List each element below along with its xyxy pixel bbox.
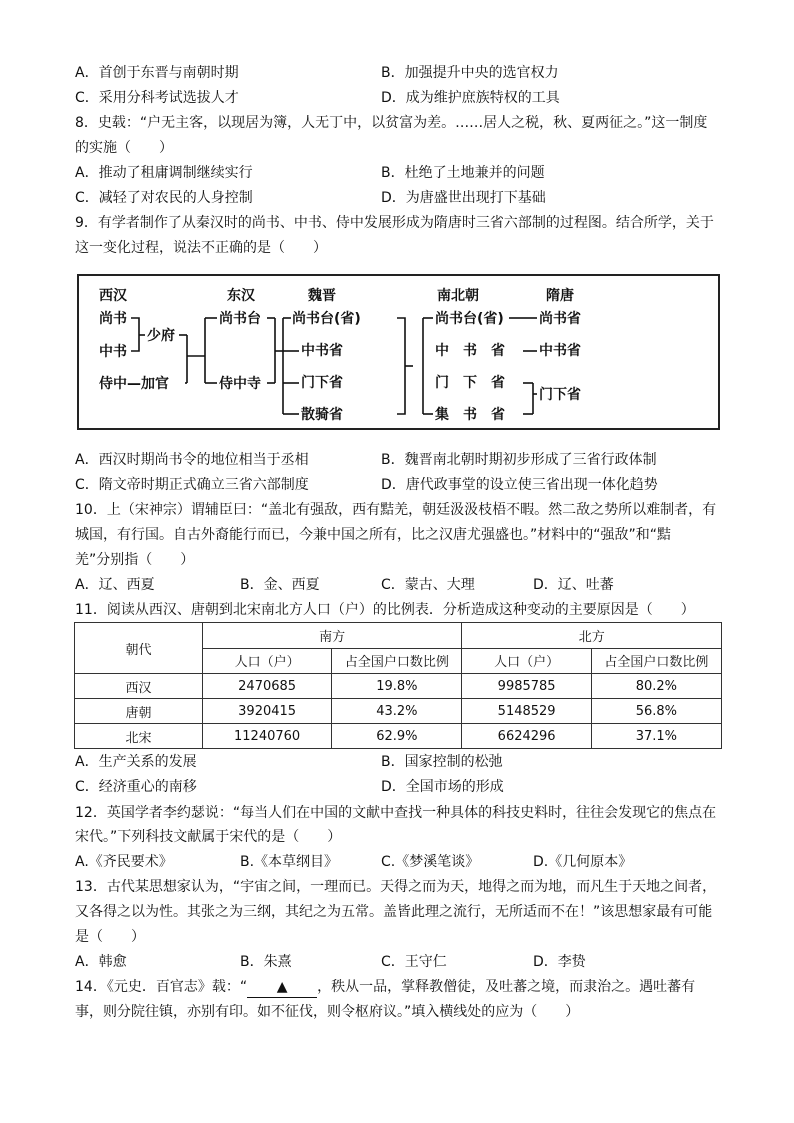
row-north-pop: 6624296 <box>462 724 591 749</box>
q9-diagram-svg <box>79 276 718 428</box>
row-south-pct: 43.2% <box>332 699 462 724</box>
q10-stem-line-2: 城国，有行国。自古外裔能行而已，今兼中国之所有，比之汉唐尤强盛也。”材料中的“强敌”和“黠 <box>75 527 672 543</box>
q12-option-a[interactable]: A.《齐民要术》 <box>75 854 173 870</box>
q8-option-b[interactable]: B．杜绝了土地兼并的问题 <box>381 165 545 181</box>
q12-option-b[interactable]: B.《本草纲目》 <box>240 854 339 870</box>
q13-options-row <box>75 952 725 972</box>
row-dynasty: 西汉 <box>75 674 203 699</box>
q10-option-a[interactable]: A．辽、西夏 <box>75 577 155 593</box>
xihan-mid-shaofu: 少府 <box>147 328 175 344</box>
q14-answer-blank[interactable]: ▲ <box>247 977 317 998</box>
q7-options-row-1 <box>75 63 725 83</box>
suitang-item-2: 中书省 <box>539 343 581 359</box>
xihan-item-2: 中书 <box>99 344 127 360</box>
q11-stem: 11．阅读从西汉、唐朝到北宋南北方人口（户）的比例表．分析造成这种变动的主要原因是（ ） <box>75 602 695 618</box>
q11-option-a[interactable]: A．生产关系的发展 <box>75 754 197 770</box>
q12-option-c[interactable]: C.《梦溪笔谈》 <box>381 854 480 870</box>
q9-stem-line-2: 这一变化过程，说法不正确的是（ ） <box>75 240 327 256</box>
q8-option-d[interactable]: D．为唐盛世出现打下基础 <box>381 190 546 206</box>
q9-option-d[interactable]: D．唐代政事堂的设立使三省出现一体化趋势 <box>381 477 658 493</box>
xihan-title: 西汉 <box>99 288 127 304</box>
row-north-pct: 80.2% <box>591 674 721 699</box>
header-south: 南方 <box>202 623 462 649</box>
row-north-pop: 9985785 <box>462 674 591 699</box>
q14-stem-line-2: 事，则分院往镇，亦别有印。如不征伐，则令枢府议。”填入横线处的应为（ ） <box>75 1004 580 1020</box>
suitang-item-1: 尚书省 <box>539 311 581 327</box>
weijin-item-1: 尚书台(省) <box>292 311 361 327</box>
row-south-pop: 3920415 <box>202 699 331 724</box>
q7-option-b[interactable]: B．加强提升中央的选官权力 <box>381 65 559 81</box>
table-row <box>75 724 722 749</box>
q14-stem-pre: 14．《元史．百官志》载：“ <box>75 979 248 995</box>
q12-stem-line-1: 12．英国学者李约瑟说：“每当人们在中国的文献中查找一种具体的科技史料时，往往会发现它的焦点在 <box>75 805 717 821</box>
q11-population-table <box>74 622 722 749</box>
q14-stem-line-1 <box>75 977 695 998</box>
q9-options-row-1 <box>75 450 725 470</box>
q11-option-b[interactable]: B．国家控制的松弛 <box>381 754 503 770</box>
table-row <box>75 699 722 724</box>
q13-option-a[interactable]: A．韩愈 <box>75 954 127 970</box>
nanbeichao-item-4: 集 书 省 <box>435 407 505 423</box>
nanbeichao-item-3: 门 下 省 <box>435 375 505 391</box>
nanbeichao-title: 南北朝 <box>437 288 479 304</box>
q11-option-d[interactable]: D．全国市场的形成 <box>381 779 504 795</box>
q11-option-c[interactable]: C．经济重心的南移 <box>75 779 197 795</box>
weijin-item-2: 中书省 <box>301 343 343 359</box>
q8-option-a[interactable]: A．推动了租庸调制继续实行 <box>75 165 253 181</box>
table-header-row-1 <box>75 623 722 649</box>
header-north: 北方 <box>462 623 722 649</box>
donghan-title: 东汉 <box>227 288 255 304</box>
header-south-pop: 人口（户） <box>202 648 331 674</box>
suitang-item-3: 门下省 <box>539 387 581 403</box>
donghan-item-1: 尚书台 <box>219 311 261 327</box>
q8-options-row-2 <box>75 188 725 208</box>
q12-option-d[interactable]: D.《几何原本》 <box>533 854 633 870</box>
q13-option-b[interactable]: B．朱熹 <box>240 954 292 970</box>
q8-option-c[interactable]: C．减轻了对农民的人身控制 <box>75 190 253 206</box>
q9-stem-line-1: 9．有学者制作了从秦汉时的尚书、中书、侍中发展形成为隋唐时三省六部制的过程图。结合所学，关于 <box>75 215 714 231</box>
q7-option-d[interactable]: D．成为维护庶族特权的工具 <box>381 90 560 106</box>
q9-options-row-2 <box>75 475 725 495</box>
xihan-item-1: 尚书 <box>99 311 127 327</box>
q10-options-row <box>75 575 725 595</box>
weijin-title: 魏晋 <box>308 288 336 304</box>
header-south-pct: 占全国户口数比例 <box>332 648 462 674</box>
q11-options-row-1 <box>75 752 725 772</box>
q9-option-a[interactable]: A．西汉时期尚书令的地位相当于丞相 <box>75 452 309 468</box>
row-north-pop: 5148529 <box>462 699 591 724</box>
row-dynasty: 北宋 <box>75 724 203 749</box>
row-north-pct: 56.8% <box>591 699 721 724</box>
q14-stem-post: ，秩从一品，掌释教僧徒，及吐蕃之境，而隶治之。遇吐蕃有 <box>317 979 696 995</box>
q7-option-c[interactable]: C．采用分科考试选拔人才 <box>75 90 239 106</box>
nanbeichao-item-1: 尚书台(省) <box>435 311 504 327</box>
q7-option-a[interactable]: A．首创于东晋与南朝时期 <box>75 65 239 81</box>
q10-option-b[interactable]: B．金、西夏 <box>240 577 320 593</box>
row-south-pct: 19.8% <box>332 674 462 699</box>
q10-stem-line-1: 10．上（宋神宗）谓辅臣曰：“盖北有强敌，西有黠羌，朝廷汲汲枝梧不暇。然二敌之势所以难制者，有 <box>75 502 717 518</box>
q12-options-row <box>75 852 725 872</box>
xihan-item-3: 侍中—加官 <box>99 376 169 392</box>
q7-options-row-2 <box>75 88 725 108</box>
q13-stem-line-3: 是（ ） <box>75 929 145 945</box>
q8-stem-line-2: 的实施（ ） <box>75 140 173 156</box>
suitang-title: 隋唐 <box>546 288 574 304</box>
q8-stem-line-1: 8．史载：“户无主客，以现居为簿，人无丁中，以贫富为差。……居人之税，秋、夏两征之。”这一制度 <box>75 115 708 131</box>
q9-evolution-diagram <box>77 274 720 430</box>
q10-option-c[interactable]: C．蒙古、大理 <box>381 577 475 593</box>
row-north-pct: 37.1% <box>591 724 721 749</box>
q9-option-b[interactable]: B．魏晋南北朝时期初步形成了三省行政体制 <box>381 452 657 468</box>
diagram-connectors <box>131 318 537 414</box>
q13-stem-line-1: 13．古代某思想家认为，“宇宙之间，一理而已。天得之而为天，地得之而为地，而凡生于天地之间者， <box>75 879 717 895</box>
nanbeichao-item-2: 中 书 省 <box>435 343 505 359</box>
q8-options-row-1 <box>75 163 725 183</box>
row-south-pop: 11240760 <box>202 724 331 749</box>
q13-stem-line-2: 又各得之以为性。其张之为三纲，其纪之为五常。盖皆此理之流行，无所适而不在！”该思想家最有可能 <box>75 904 713 920</box>
q10-option-d[interactable]: D．辽、吐蕃 <box>533 577 614 593</box>
row-dynasty: 唐朝 <box>75 699 203 724</box>
q13-option-d[interactable]: D．李贽 <box>533 954 586 970</box>
q10-stem-line-3: 羌”分别指（ ） <box>75 552 195 568</box>
donghan-item-2: 侍中寺 <box>219 376 261 392</box>
row-south-pop: 2470685 <box>202 674 331 699</box>
q12-stem-line-2: 宋代。”下列科技文献属于宋代的是（ ） <box>75 829 342 845</box>
q9-option-c[interactable]: C．隋文帝时期正式确立三省六部制度 <box>75 477 309 493</box>
q13-option-c[interactable]: C．王守仁 <box>381 954 447 970</box>
header-north-pct: 占全国户口数比例 <box>591 648 721 674</box>
row-south-pct: 62.9% <box>332 724 462 749</box>
header-dynasty: 朝代 <box>75 623 203 674</box>
q11-options-row-2 <box>75 777 725 797</box>
header-north-pop: 人口（户） <box>462 648 591 674</box>
table-row <box>75 674 722 699</box>
weijin-item-4: 散骑省 <box>301 407 343 423</box>
weijin-item-3: 门下省 <box>301 375 343 391</box>
